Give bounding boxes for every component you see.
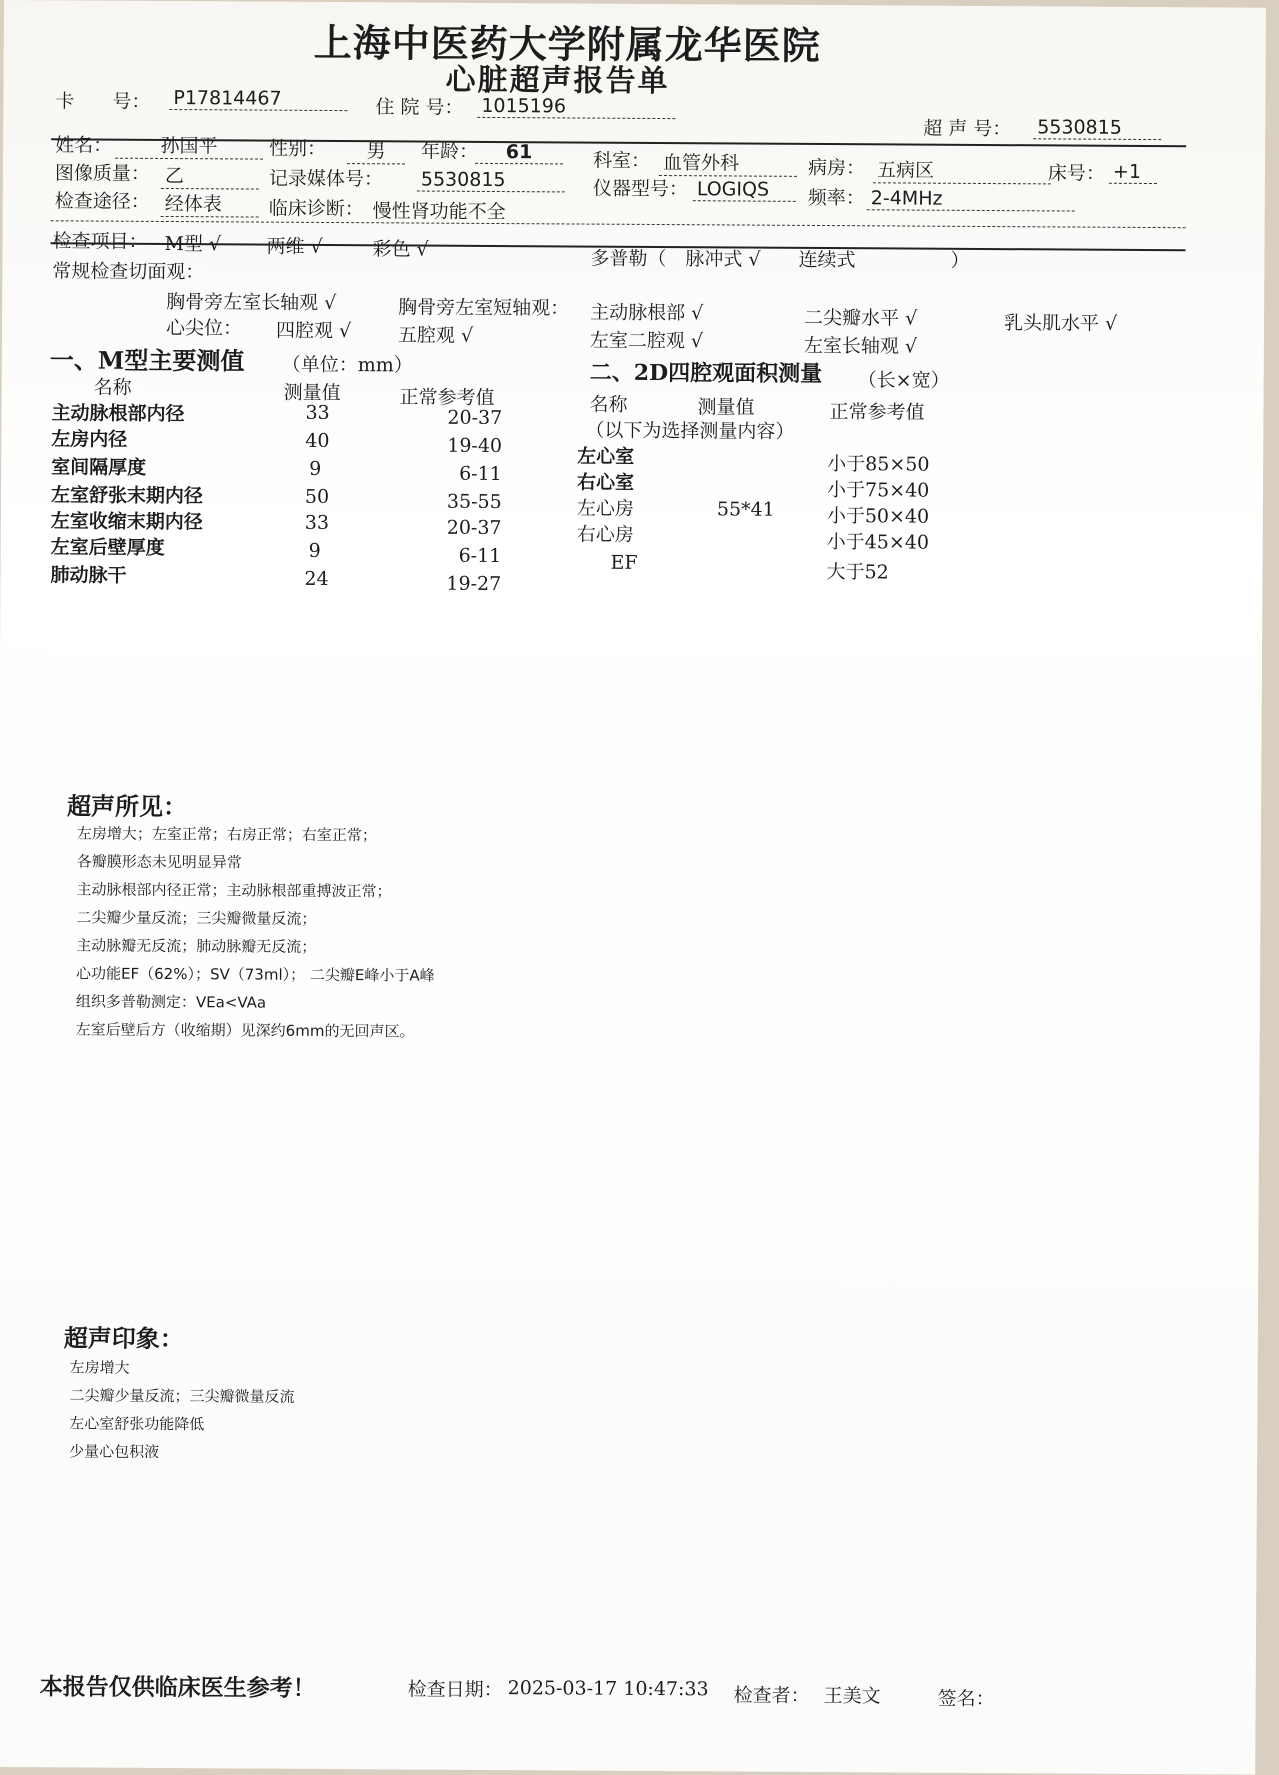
m-mode-title: 一、M型主要测值 xyxy=(49,345,245,376)
impression-line: 少量心包积液 xyxy=(69,1442,160,1461)
freq-label: 频率： xyxy=(807,186,865,210)
area-row-name: 右心房 xyxy=(576,523,634,546)
media-number: 5530815 xyxy=(417,169,565,193)
route-label: 检查途径： xyxy=(54,190,150,213)
area-row-name: 右心室 xyxy=(576,471,635,494)
area-col-name: 名称 xyxy=(589,393,628,416)
exam-date-label: 检查日期： xyxy=(407,1678,503,1702)
area-unit: （长×宽） xyxy=(857,369,950,392)
finding-line: 主动脉根部内径正常；主动脉根部重搏波正常； xyxy=(76,880,392,901)
area-col-value: 测量值 xyxy=(697,396,755,419)
hospital-name: 上海中医药大学附属龙华医院 xyxy=(313,19,821,68)
m-row-value: 33 xyxy=(305,401,330,424)
m-row-name: 左室舒张末期内径 xyxy=(50,484,204,508)
m-row-value: 9 xyxy=(309,457,322,480)
patient-sex: 男 xyxy=(347,136,405,164)
signature-label: 签名： xyxy=(937,1687,995,1711)
m-row-value: 50 xyxy=(304,485,330,508)
divider-dashed xyxy=(51,220,1186,228)
m-row-value: 24 xyxy=(304,567,329,590)
sex-label: 性别： xyxy=(269,137,327,160)
area-col-ref: 正常参考值 xyxy=(829,401,925,424)
exam-m-mode: M型 √ xyxy=(164,232,222,256)
name-label: 姓名： xyxy=(55,134,113,157)
m-row-name: 左房内径 xyxy=(51,428,128,451)
finding-line: 左房增大；左室正常；右房正常；右室正常； xyxy=(76,824,377,845)
exam-date: 2025-03-17 10:47:33 xyxy=(507,1677,709,1701)
view-aortic-root: 主动脉根部 √ xyxy=(590,301,704,325)
bed-label: 床号： xyxy=(1047,162,1106,185)
image-quality: 乙 xyxy=(161,161,259,190)
m-row-ref: 6-11 xyxy=(459,462,502,486)
exam-route: 经体表 xyxy=(161,189,259,218)
ward-label: 病房： xyxy=(807,156,866,180)
views-label: 常规检查切面观： xyxy=(52,260,205,284)
m-col-ref: 正常参考值 xyxy=(399,386,495,410)
dept-label: 科室： xyxy=(592,149,651,172)
area-title: 二、2D四腔观面积测量 xyxy=(589,359,823,388)
view-papillary: 乳头肌水平 √ xyxy=(1003,312,1118,335)
department: 血管外科 xyxy=(659,148,797,177)
exam-doppler: 多普勒（ 脉冲式 √ 连续式 ） xyxy=(590,247,970,272)
footer-note: 本报告仅供临床医生参考！ xyxy=(39,1673,316,1702)
view-a4c: 四腔观 √ xyxy=(275,319,352,343)
finding-line: 二尖瓣少量反流；三尖瓣微量反流； xyxy=(76,908,317,928)
area-row-ref: 小于45×40 xyxy=(826,531,930,554)
examiner-label: 检查者： xyxy=(733,1684,810,1707)
apex-label: 心尖位： xyxy=(165,316,243,340)
m-row-value: 9 xyxy=(308,539,321,562)
area-row-ref: 小于85×50 xyxy=(827,453,930,476)
impression-line: 左房增大 xyxy=(69,1358,130,1377)
m-row-ref: 20-37 xyxy=(447,406,503,430)
bed-number: +1 xyxy=(1109,161,1157,184)
m-row-ref: 35-55 xyxy=(446,490,502,514)
m-row-name: 左室后壁厚度 xyxy=(50,536,165,559)
inpatient-number: 1015196 xyxy=(477,95,675,119)
finding-line: 各瓣膜形态未见明显异常 xyxy=(76,852,242,872)
findings-title: 超声所见： xyxy=(66,791,188,822)
view-mitral-level: 二尖瓣水平 √ xyxy=(804,306,918,330)
m-row-ref: 20-37 xyxy=(446,516,502,540)
m-row-name: 肺动脉干 xyxy=(50,564,127,587)
finding-line: 主动脉瓣无反流；肺动脉瓣无反流； xyxy=(76,936,317,956)
card-label: 卡 号： xyxy=(55,90,151,113)
finding-line: 左室后壁后方（收缩期）见深约6mm的无回声区。 xyxy=(75,1020,415,1041)
ward: 五病区 xyxy=(873,155,1051,184)
m-row-name: 主动脉根部内径 xyxy=(51,402,185,426)
area-row-name: 左心房 xyxy=(576,497,634,520)
view-plax: 胸骨旁左室长轴观 √ xyxy=(166,290,337,315)
impression-line: 二尖瓣少量反流；三尖瓣微量反流 xyxy=(69,1386,295,1406)
view-alax: 左室长轴观 √ xyxy=(803,334,918,358)
m-row-name: 室间隔厚度 xyxy=(51,456,147,479)
clinical-diagnosis: 慢性肾功能不全 xyxy=(372,200,506,224)
exam-items-label: 检查项目： xyxy=(52,230,148,253)
view-a5c: 五腔观 √ xyxy=(397,324,474,347)
us-number: 5530815 xyxy=(1033,116,1161,140)
area-row-name: EF xyxy=(610,551,638,574)
view-a2c: 左室二腔观 √ xyxy=(589,329,704,353)
inpatient-label: 住 院 号： xyxy=(375,96,464,119)
device-label: 仪器型号： xyxy=(592,177,688,201)
impression-title: 超声印象： xyxy=(63,1323,184,1354)
us-label: 超 声 号： xyxy=(923,117,1012,141)
exam-color: 彩色 √ xyxy=(372,238,429,261)
view-psax: 胸骨旁左室短轴观： xyxy=(398,296,570,320)
m-row-value: 33 xyxy=(304,511,330,534)
area-row-value: 55*41 xyxy=(716,498,775,521)
m-col-name: 名称 xyxy=(93,376,132,399)
area-row-name: 左心室 xyxy=(577,445,635,468)
quality-label: 图像质量： xyxy=(54,162,151,185)
impression-line: 左心室舒张功能降低 xyxy=(69,1414,205,1434)
m-row-ref: 19-40 xyxy=(447,434,503,458)
m-row-ref: 19-27 xyxy=(446,572,502,596)
finding-line: 心功能EF（62%）；SV（73ml）； 二尖瓣E峰小于A峰 xyxy=(75,964,435,985)
patient-age: 61 xyxy=(475,141,563,165)
diagnosis-label: 临床诊断： xyxy=(268,197,364,221)
frequency: 2-4MHz xyxy=(867,187,1075,211)
area-row-ref: 大于52 xyxy=(826,561,889,584)
device-model: LOGIQS xyxy=(693,178,796,202)
area-row-ref: 小于75×40 xyxy=(826,479,930,502)
area-row-ref: 小于50×40 xyxy=(826,505,930,528)
card-number: P17814467 xyxy=(169,87,347,111)
patient-name: 孙国平 xyxy=(115,131,263,160)
m-row-value: 40 xyxy=(305,429,330,452)
examiner-name: 王美文 xyxy=(823,1685,881,1708)
m-row-ref: 6-11 xyxy=(458,544,502,568)
m-mode-unit: （单位：mm） xyxy=(281,353,413,377)
exam-2d: 两维 √ xyxy=(266,235,323,258)
report-title: 心脏超声报告单 xyxy=(445,62,670,100)
media-label: 记录媒体号： xyxy=(268,167,383,191)
m-row-name: 左室收缩末期内径 xyxy=(50,510,203,534)
area-note: （以下为选择测量内容） xyxy=(585,419,795,443)
age-label: 年龄： xyxy=(421,140,479,163)
finding-line: 组织多普勒测定：VEa<VAa xyxy=(75,992,267,1012)
m-col-value: 测量值 xyxy=(283,381,341,405)
